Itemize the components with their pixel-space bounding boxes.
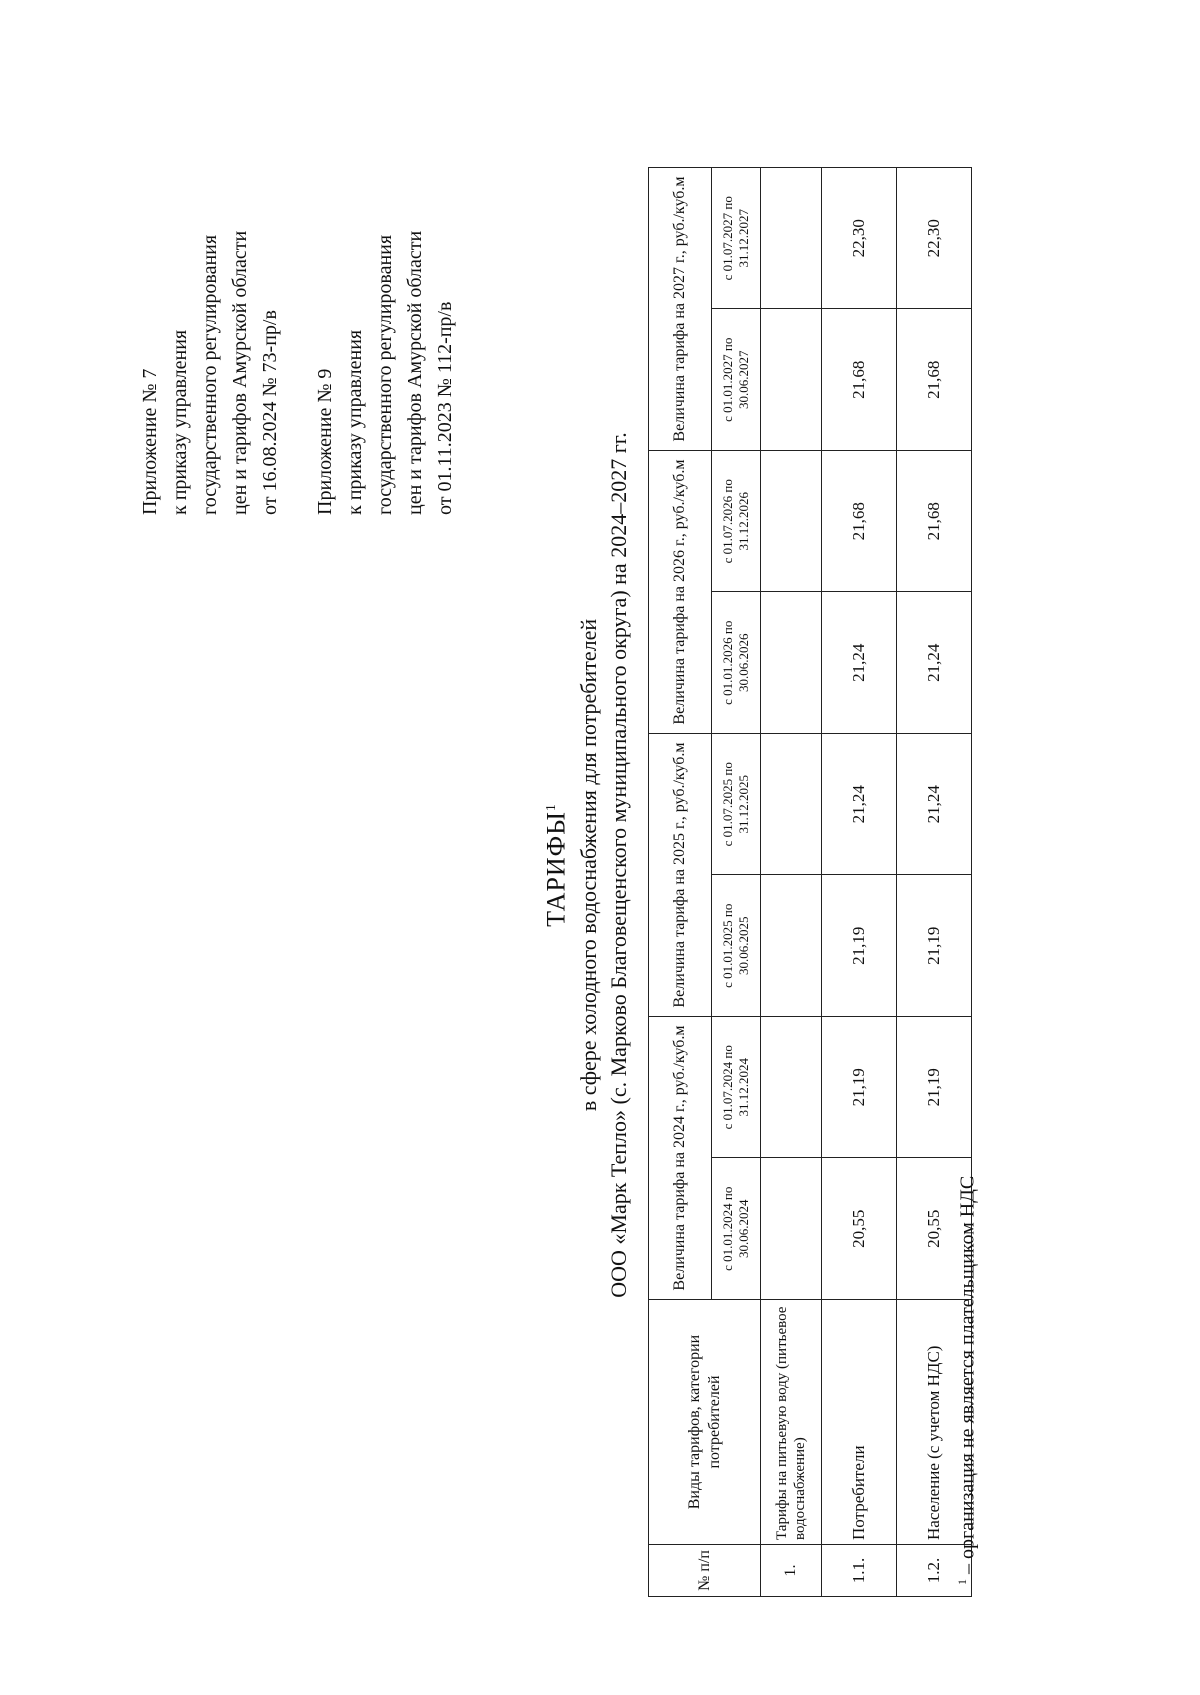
tariff-value: 22,30 [897,168,972,310]
annex-line: государственного регулирования [199,234,221,515]
tariff-value: 21,19 [897,1017,972,1159]
row-no: 1.2. [897,1545,972,1597]
header-period: с 01.07.2026 по 31.12.2026 [712,451,761,593]
annex-current [135,95,285,515]
row-name: Потребители [822,1300,897,1545]
header-year-2027: Величина тарифа на 2027 г., руб./куб.м [649,168,712,451]
annex-line: цен и тарифов Амурской области [229,230,251,515]
tariff-value: 21,68 [897,309,972,451]
annex-previous [310,95,460,515]
title-footnote-mark: 1 [544,803,559,812]
row-name: Тарифы на питьевую воду (питьевое водоснабжение) [761,1300,822,1545]
tariff-value: 21,19 [822,875,897,1017]
annex-line: Приложение № 7 [139,368,161,515]
header-year-2026: Величина тарифа на 2026 г., руб./куб.м [649,451,712,734]
header-period: с 01.01.2025 по 30.06.2025 [712,875,761,1017]
row-no: 1. [761,1545,822,1597]
header-period: с 01.07.2024 по 31.12.2024 [712,1017,761,1159]
footnote-text: – организация не является плательщиком НДС [956,1175,979,1579]
annex-line: государственного регулирования [374,234,396,515]
row-name: Население (с учетом НДС) [897,1300,972,1545]
tariff-table [648,167,972,1597]
tariff-value: 21,24 [897,592,972,734]
title-text: ТАРИФЫ [541,811,571,927]
tariff-value: 21,68 [822,451,897,593]
annex-line: к приказу управления [344,329,366,515]
header-year-2025: Величина тарифа на 2025 г., руб./куб.м [649,734,712,1017]
tariff-value: 21,68 [897,451,972,593]
tariff-value: 21,24 [822,592,897,734]
tariff-value [761,875,822,1017]
tariff-value: 21,24 [897,734,972,876]
header-period: с 01.07.2027 по 31.12.2027 [712,168,761,310]
tariff-value [761,309,822,451]
header-name: Виды тарифов, категории потребителей [649,1300,761,1545]
annex-line: к приказу управления [169,329,191,515]
header-period: с 01.01.2024 по 30.06.2024 [712,1158,761,1300]
title-line-2: ООО «Марк Тепло» (с. Марково Благовещенского муниципального округа) на 2024–2027 гг. [605,432,631,1298]
tariff-value: 21,24 [822,734,897,876]
row-no: 1.1. [822,1545,897,1597]
header-period: с 01.01.2027 по 30.06.2027 [712,309,761,451]
table-header-row [649,168,712,1597]
header-year-2024: Величина тарифа на 2024 г., руб./куб.м [649,1017,712,1300]
table-row [761,168,822,1597]
tariff-value: 21,68 [822,309,897,451]
tariff-value [761,734,822,876]
annex-line: цен и тарифов Амурской области [404,230,426,515]
rotated-sheet [120,125,1020,1605]
table-row [822,168,897,1597]
title-main [535,125,574,1605]
tariff-value: 22,30 [822,168,897,310]
tariff-value [761,168,822,310]
tariff-value: 20,55 [822,1158,897,1300]
tariff-value: 21,19 [897,875,972,1017]
tariff-value: 20,55 [897,1158,972,1300]
annex-line: от 16.08.2024 № 73-пр/в [259,310,281,515]
annex-line: от 01.11.2023 № 112-пр/в [434,301,456,515]
header-period: с 01.01.2026 по 30.06.2026 [712,592,761,734]
tariff-value [761,1017,822,1159]
title-line-1: в сфере холодного водоснабжения для потребителей [575,618,601,1112]
tariff-value: 21,19 [822,1017,897,1159]
tariff-value [761,1158,822,1300]
footnote [955,1176,980,1585]
annex-line: Приложение № 9 [314,368,336,515]
tariff-value [761,451,822,593]
tariff-value [761,592,822,734]
document-title [535,125,634,1605]
footnote-mark: 1 [955,1579,969,1585]
header-period: с 01.07.2025 по 31.12.2025 [712,734,761,876]
header-no: № п/п [649,1545,761,1597]
